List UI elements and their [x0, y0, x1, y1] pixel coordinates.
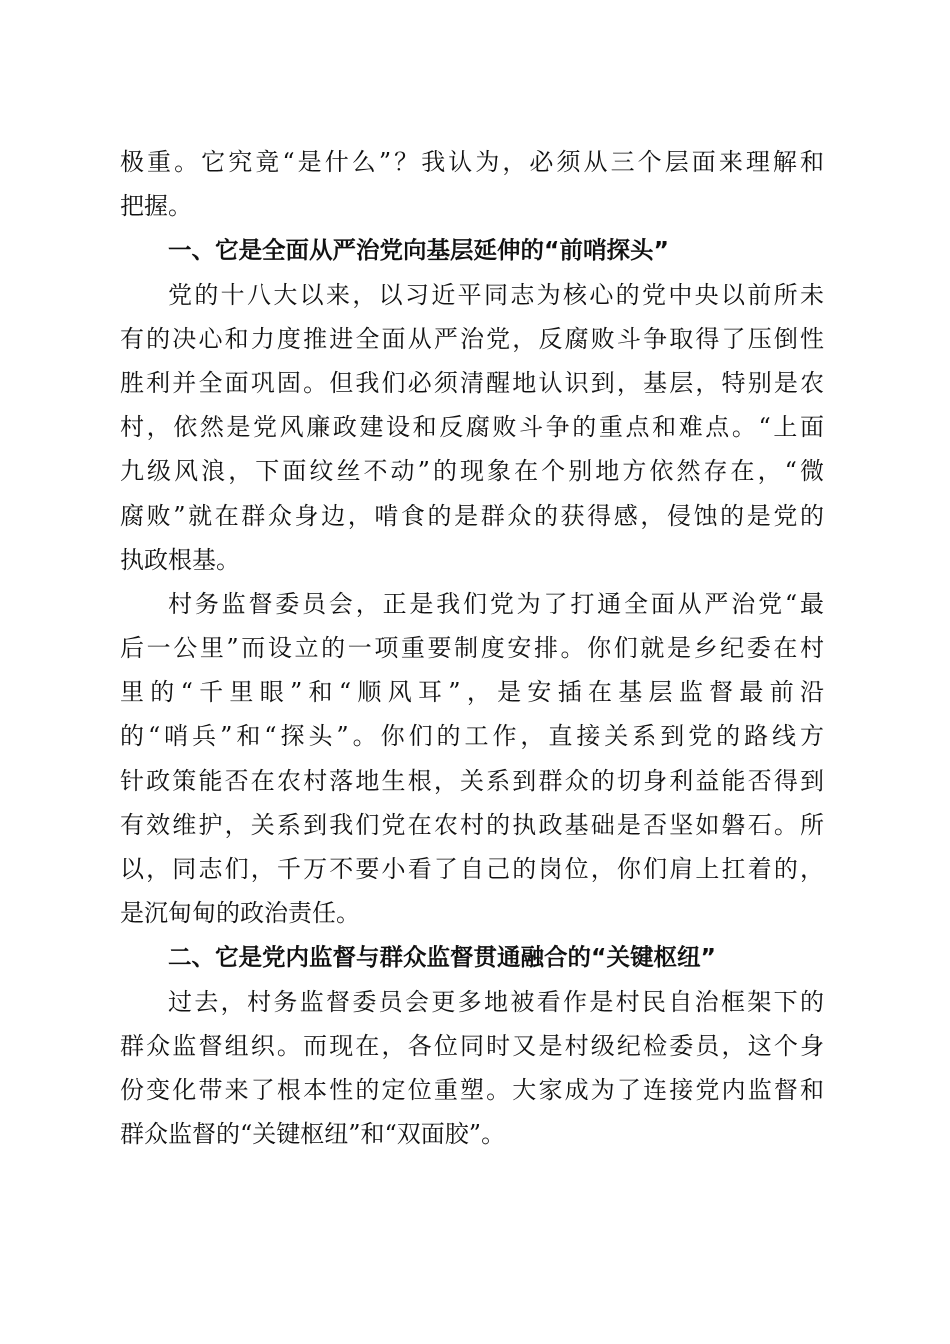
text-line: 是沉甸甸的政治责任。 [120, 899, 360, 928]
text-line: 针政策能否在农村落地生根，关系到群众的切身利益能否得到 [120, 766, 824, 795]
section1-paragraph-1 [120, 273, 824, 582]
section1-paragraph-2 [120, 582, 824, 936]
section-heading-1: 一、它是全面从严治党向基层延伸的“前哨探头” [168, 236, 669, 265]
text-line: 党的十八大以来，以习近平同志为核心的党中央以前所未 [168, 280, 824, 309]
text-line: 极重。它究竟“是什么”？我认为，必须从三个层面来理解和 [120, 148, 824, 176]
text-line: 九级风浪，下面纹丝不动”的现象在个别地方依然存在，“微 [120, 457, 824, 486]
text-line: 把握。 [120, 192, 192, 221]
text-line: 村，依然是党风廉政建设和反腐败斗争的重点和难点。“上面 [120, 413, 824, 442]
text-line: 有的决心和力度推进全面从严治党，反腐败斗争取得了压倒性 [120, 324, 824, 353]
text-line: 过去，村务监督委员会更多地被看作是村民自治框架下的 [168, 987, 824, 1016]
text-line: 的“哨兵”和“探头”。你们的工作，直接关系到党的路线方 [120, 722, 824, 751]
text-line: 胜利并全面巩固。但我们必须清醒地认识到，基层，特别是农 [120, 368, 824, 397]
section-heading-2: 二、它是党内监督与群众监督贯通融合的“关键枢纽” [168, 943, 716, 972]
text-line: 有效维护，关系到我们党在农村的执政基础是否坚如磐石。所 [120, 810, 824, 839]
text-line: 腐败”就在群众身边，啃食的是群众的获得感，侵蚀的是党的 [120, 501, 824, 530]
text-line: 群众监督组织。而现在，各位同时又是村级纪检委员，这个身 [120, 1031, 824, 1060]
text-line: 里的“千里眼”和“顺风耳”，是安插在基层监督最前沿 [120, 678, 824, 707]
intro-paragraph [120, 140, 824, 228]
text-line: 后一公里”而设立的一项重要制度安排。你们就是乡纪委在村 [120, 634, 824, 663]
text-line: 村务监督委员会，正是我们党为了打通全面从严治党“最 [168, 589, 824, 618]
text-line: 份变化带来了根本性的定位重塑。大家成为了连接党内监督和 [120, 1075, 824, 1104]
document-page [120, 140, 824, 1156]
text-line: 群众监督的“关键枢纽”和“双面胶”。 [120, 1120, 506, 1149]
text-line: 以，同志们，千万不要小看了自己的岗位，你们肩上扛着的， [120, 855, 824, 883]
text-line: 执政根基。 [120, 545, 240, 574]
section2-paragraph-1 [120, 980, 824, 1157]
